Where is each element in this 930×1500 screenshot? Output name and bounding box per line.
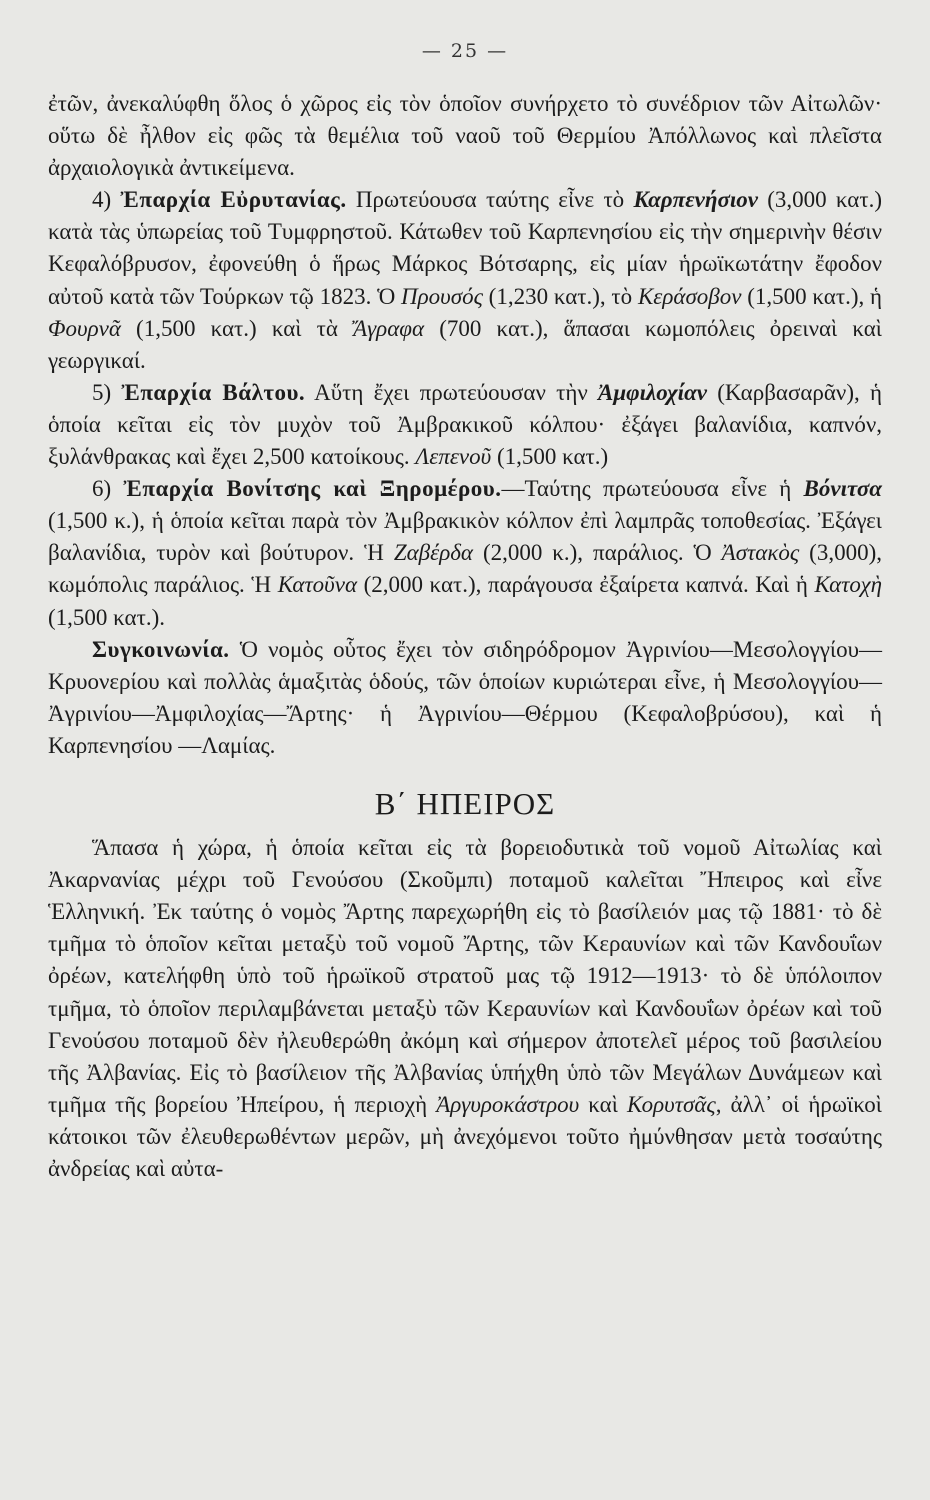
body-text [48, 88, 882, 1185]
item-number: 5) [92, 379, 122, 405]
text-run: (3,000), κωμόπολις παράλιος. Ἡ [48, 540, 882, 598]
text-run: , ἀλλ᾽ οἱ ἡρωϊκοὶ κάτοικοι τῶν ἐλευθερωθέντων μερῶν, μὴ ἀνεχόμενοι τοῦτο ἠμύνθησαν μετὰ τοσαύτης ἀνδρείας καὶ αὐτα- [48, 1091, 882, 1181]
text-run: (1,500 κατ.), ἡ [741, 283, 883, 309]
place-name: Ἄγραφα [353, 315, 425, 341]
item-number: 6) [92, 476, 124, 502]
text-run: (1,500 κατ.). [48, 604, 165, 630]
place-name: Ἀστακὸς [721, 540, 800, 566]
page-number: — 25 — [421, 40, 509, 62]
paragraph-eurytania [48, 184, 882, 377]
place-name: Κατοῦνα [277, 572, 358, 598]
paragraph-communications [48, 634, 882, 762]
text-run: (1,500 κατ.) [491, 444, 609, 470]
text-run: —Ταύτης πρωτεύουσα εἶνε ἡ [501, 476, 804, 502]
section-lead: Ἐπαρχία Βονίτσης καὶ Ξηρομέρου. [123, 476, 502, 502]
text-run: Αὕτη ἔχει πρωτεύουσαν τὴν [305, 379, 599, 405]
place-name: Λεπενοῦ [415, 444, 492, 470]
place-name: Ἀργυροκάστρου [436, 1091, 580, 1117]
text-run: (1,500 κ.), ἡ ὁποία κεῖται παρὰ τὸν Ἀμβρακικὸν κόλπον ἐπὶ λαμπρᾶς τοποθεσίας. Ἐξάγει βαλανίδια, τυρὸν καὶ βούτυρον. Ἡ [48, 508, 882, 566]
text-run: (1,500 κατ.) καὶ τὰ [120, 315, 354, 341]
text-run: (3,000 κατ.) κατὰ τὰς ὑπωρείας τοῦ Τυμφρηστοῦ. Κάτωθεν τοῦ Καρπενησίου εἰς τὴν σημερινὴν θέσιν Κεφαλόβρυσον, ἐφονεύθη ὁ ἥρως Μάρκος Βότσαρης, εἰς μίαν ἡρωϊκωτάτην ἔφοδον αὐτοῦ κατὰ τῶν Τούρκων τῷ 1823. Ὁ [48, 187, 882, 309]
place-name: Κατοχὴ [814, 572, 883, 598]
place-name: Βόνιτσα [803, 476, 882, 502]
paragraph-epirus [48, 832, 882, 1185]
text-run: (Καρβασαρᾶν), ἡ ὁποία κεῖται εἰς τὸν μυχὸν τοῦ Ἀμβρακικοῦ κόλπου· ἐξάγει βαλανίδια, καπνόν, ξυλάνθρακας καὶ ἔχει 2,500 κατοίκους. [48, 379, 883, 470]
item-number: 4) [92, 187, 121, 213]
text-run: (1,230 κατ.), τὸ [482, 283, 638, 309]
place-name: Ἀμφιλοχίαν [598, 379, 708, 405]
text-run: Ἅπασα ἡ χώρα, ἡ ὁποία κεῖται εἰς τὰ βορειοδυτικὰ τοῦ νομοῦ Αἰτωλίας καὶ Ἀκαρνανίας μέχρι τοῦ Γενούσου (Σκοῦμπι) ποταμοῦ καλεῖται Ἤπειρος καὶ εἶνε Ἑλληνική. Ἐκ ταύτης ὁ νομὸς Ἄρτης παρεχωρήθη εἰς τὸ βασίλειόν μας τῷ 1881· τὸ δὲ τμῆμα τὸ ὁποῖον κεῖται μεταξὺ τοῦ νομοῦ Ἄρτης, τῶν Κεραυνίων καὶ τῶν Κανδουΐων ὀρέων, κατελήφθη ὑπὸ τοῦ ἡρωϊκοῦ στρατοῦ μας τῷ 1912—1913· τὸ δὲ ὑπόλοιπον τμῆμα, τὸ ὁποῖον περιλαμβάνεται μεταξὺ τῶν Κεραυνίων καὶ Κανδουΐων ὀρέων καὶ τοῦ Γενούσου ποταμοῦ δὲν ἠλευθερώθη ἀκόμη καὶ σήμερον ἀποτελεῖ μέρος τοῦ βασιλείου τῆς Ἀλβανίας. Εἰς τὸ βασίλειον τῆς Ἀλβανίας ὑπήχθη ὑπὸ τῶν Μεγάλων Δυνάμεων καὶ τμῆμα τῆς βορείου Ἠπείρου, ἡ περιοχὴ [48, 835, 882, 1117]
section-heading: Β΄ ΗΠΕΙΡΟΣ [374, 785, 556, 821]
paragraph-valtos [48, 377, 882, 473]
text-run: Ὁ νομὸς οὗτος ἔχει τὸν σιδηρόδρομον Ἀγρινίου—Μεσολογγίου—Κρυονερίου καὶ πολλὰς ἁμαξιτὰς ὁδούς, τῶν ὁποίων κυριώτεραι εἶνε, ἡ Μεσολογγίου—Ἀγρινίου—Ἀμφιλοχίας—Ἄρτης· ἡ Ἀγρινίου—Θέρμου (Κεφαλοβρύσου), καὶ ἡ Καρπενησίου —Λαμίας. [48, 636, 882, 758]
place-name: Κορυτσᾶς [626, 1091, 716, 1117]
section-lead: Συγκοινωνία. [92, 636, 230, 662]
text-run: Πρωτεύουσα ταύτης εἶνε τὸ [346, 187, 634, 213]
paragraph-intro: ἐτῶν, ἀνεκαλύφθη ὅλος ὁ χῶρος εἰς τὸν ὁποῖον συνήρχετο τὸ συνέδριον τῶν Αἰτωλῶν· οὕτω δὲ ἦλθον εἰς φῶς τὰ θεμέλια τοῦ ναοῦ τοῦ Θερμίου Ἀπόλλωνος καὶ πλεῖστα ἀρχαιολογικὰ ἀντικείμενα. [48, 91, 882, 181]
text-run: (700 κατ.), ἅπασαι κωμοπόλεις ὀρειναὶ καὶ γεωργικαί. [48, 315, 883, 373]
section-lead: Ἐπαρχία Βάλτου. [121, 379, 306, 405]
text-run: καὶ [579, 1091, 627, 1117]
place-name: Καρπενήσιον [633, 187, 758, 213]
text-run: (2,000 κατ.), παράγουσα ἐξαίρετα καπνά. Καὶ ἡ [357, 572, 815, 598]
paragraph-vonitsa [48, 473, 882, 633]
place-name: Κεράσοβον [637, 283, 742, 309]
text-run: (2,000 κ.), παράλιος. Ὁ [473, 540, 722, 566]
place-name: Ζαβέρδα [393, 540, 473, 566]
place-name: Προυσός [401, 283, 483, 309]
section-lead: Ἐπαρχία Εὐρυτανίας. [120, 187, 347, 213]
place-name: Φουρνᾶ [48, 315, 121, 341]
